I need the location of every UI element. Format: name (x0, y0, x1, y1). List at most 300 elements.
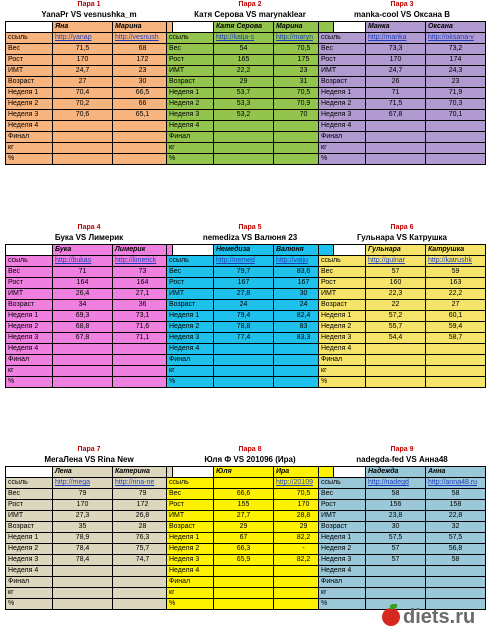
value-cell-1: 27,3 (53, 511, 113, 522)
row-label: Финал (6, 132, 53, 143)
table-row (319, 121, 486, 132)
value-cell-2: 30 (113, 77, 173, 88)
row-label: Рост (6, 500, 53, 511)
value-cell-1: 170 (366, 55, 426, 66)
row-label: Неделя 4 (167, 566, 214, 577)
row-label: Финал (319, 577, 366, 588)
value-cell-1 (53, 154, 113, 165)
profile-link-1[interactable]: http://katja-s (214, 33, 274, 44)
table-row (167, 566, 334, 577)
table-row (319, 154, 486, 165)
value-cell-2: 82,4 (274, 311, 334, 322)
value-cell-2: 172 (113, 500, 173, 511)
row-label: Возраст (6, 77, 53, 88)
table-row (6, 333, 173, 344)
profile-link-2[interactable]: http://maryn (274, 33, 334, 44)
header-row (319, 22, 486, 33)
profile-link-1[interactable]: http://mega (53, 478, 113, 489)
value-cell-1 (53, 577, 113, 588)
table-row (6, 544, 173, 555)
table-row (167, 522, 334, 533)
value-cell-1: 78,4 (53, 544, 113, 555)
profile-link-2[interactable]: http://limerick (113, 256, 173, 267)
table-row (319, 489, 486, 500)
value-cell-2: 73,2 (426, 44, 486, 55)
value-cell-1: 53,2 (214, 110, 274, 121)
table-row (319, 311, 486, 322)
value-cell-2: 58 (426, 489, 486, 500)
table-row (319, 511, 486, 522)
value-cell-2: 71,9 (426, 88, 486, 99)
value-cell-2: 58,7 (426, 333, 486, 344)
value-cell-1 (214, 121, 274, 132)
profile-link-2[interactable]: http://vesnush (113, 33, 173, 44)
table-row (319, 478, 486, 489)
value-cell-1 (53, 377, 113, 388)
row-label: Неделя 2 (319, 544, 366, 555)
row-label: Вес (319, 489, 366, 500)
value-cell-2: 70,5 (274, 88, 334, 99)
value-cell-2: 68 (113, 44, 173, 55)
value-cell-2 (113, 366, 173, 377)
corner-cell (167, 245, 214, 256)
logo-text: diets.ru (403, 605, 476, 628)
value-cell-1: 67,8 (53, 333, 113, 344)
table-row (6, 599, 173, 610)
table-row (167, 577, 334, 588)
pair-block (318, 223, 486, 388)
profile-link-2[interactable]: http://valju (274, 256, 334, 267)
value-cell-1 (214, 599, 274, 610)
value-cell-1: 54 (214, 44, 274, 55)
value-cell-2: - (274, 544, 334, 555)
pair-block (5, 0, 173, 165)
value-cell-1 (53, 121, 113, 132)
value-cell-1: 24 (214, 300, 274, 311)
table-row (6, 143, 173, 154)
row-label: ИМТ (319, 66, 366, 77)
participant-1-name: Яна (53, 22, 113, 33)
table-row (167, 478, 334, 489)
row-label: кг (319, 366, 366, 377)
pair-table (318, 21, 486, 165)
value-cell-1: 66,6 (214, 489, 274, 500)
row-label: % (319, 154, 366, 165)
row-label: % (319, 599, 366, 610)
apple-icon (382, 608, 400, 626)
table-row (319, 544, 486, 555)
row-label: % (6, 377, 53, 388)
value-cell-1: 26 (366, 77, 426, 88)
pair-block (166, 223, 334, 388)
row-label: ссыль (6, 478, 53, 489)
row-label: ссыль (167, 33, 214, 44)
value-cell-1: 26,4 (53, 289, 113, 300)
value-cell-1: 170 (53, 55, 113, 66)
value-cell-2: 27,1 (113, 289, 173, 300)
value-cell-2: 73,1 (113, 311, 173, 322)
row-label: Вес (167, 489, 214, 500)
profile-link-2[interactable]: http://rina-ne (113, 478, 173, 489)
table-row (167, 110, 334, 121)
value-cell-1 (366, 366, 426, 377)
table-row (6, 377, 173, 388)
row-label: Вес (6, 44, 53, 55)
pair-number: Пара 6 (390, 224, 414, 231)
value-cell-2 (426, 154, 486, 165)
row-label: Неделя 4 (319, 566, 366, 577)
row-label: Возраст (319, 300, 366, 311)
value-cell-2: 27 (426, 300, 486, 311)
table-row (6, 66, 173, 77)
value-cell-1: 79 (53, 489, 113, 500)
value-cell-1 (214, 355, 274, 366)
table-row (319, 322, 486, 333)
value-cell-2: 57,5 (426, 533, 486, 544)
row-label: Неделя 2 (319, 322, 366, 333)
table-row (167, 500, 334, 511)
participant-1-name: Лена (53, 467, 113, 478)
row-label: Финал (167, 355, 214, 366)
profile-link-2[interactable]: http://katrushk (426, 256, 486, 267)
row-label: Финал (167, 132, 214, 143)
row-label: Неделя 4 (6, 566, 53, 577)
pair-number: Пара 9 (390, 446, 414, 453)
value-cell-2: 28 (113, 522, 173, 533)
value-cell-1: 22,3 (366, 289, 426, 300)
value-cell-2: 158 (426, 500, 486, 511)
table-row (167, 66, 334, 77)
value-cell-2 (113, 566, 173, 577)
row-label: Финал (319, 355, 366, 366)
table-row (6, 489, 173, 500)
participant-1-name: Немедиза (214, 245, 274, 256)
table-row (167, 511, 334, 522)
row-label: Неделя 1 (167, 311, 214, 322)
row-label: ссыль (167, 256, 214, 267)
row-label: ссыль (319, 478, 366, 489)
value-cell-1 (214, 588, 274, 599)
value-cell-2: 65,1 (113, 110, 173, 121)
value-cell-1: 22,2 (214, 66, 274, 77)
value-cell-2: 32 (426, 522, 486, 533)
profile-link-1[interactable]: http://gulnar (366, 256, 426, 267)
table-row (6, 566, 173, 577)
value-cell-1 (53, 366, 113, 377)
header-row (319, 467, 486, 478)
pair-title: manka-cool VS Оксана В (354, 10, 450, 19)
value-cell-1: 78,4 (53, 555, 113, 566)
value-cell-1 (366, 588, 426, 599)
table-row (167, 256, 334, 267)
value-cell-2 (113, 121, 173, 132)
row-label: Неделя 2 (6, 322, 53, 333)
table-row (319, 99, 486, 110)
row-label: Рост (319, 278, 366, 289)
value-cell-2: 66,5 (113, 88, 173, 99)
row-label: ИМТ (6, 511, 53, 522)
value-cell-2: 22,8 (426, 511, 486, 522)
value-cell-1 (53, 566, 113, 577)
table-row (319, 533, 486, 544)
profile-link-2[interactable]: http://oksana-v (426, 33, 486, 44)
value-cell-2 (426, 143, 486, 154)
table-row (6, 322, 173, 333)
value-cell-1: 57,5 (366, 533, 426, 544)
value-cell-2: 170 (274, 500, 334, 511)
pair-table (5, 466, 173, 610)
table-row (319, 355, 486, 366)
pair-table (166, 244, 334, 388)
row-label: Неделя 1 (167, 533, 214, 544)
row-label: Неделя 3 (319, 555, 366, 566)
value-cell-1: 78,9 (53, 533, 113, 544)
participant-1-name: Надежда (366, 467, 426, 478)
value-cell-1: 70,6 (53, 110, 113, 121)
table-row (6, 344, 173, 355)
corner-cell (167, 467, 214, 478)
value-cell-1 (53, 143, 113, 154)
value-cell-1 (366, 154, 426, 165)
value-cell-1: 29 (214, 522, 274, 533)
value-cell-1 (214, 154, 274, 165)
value-cell-1: 57 (366, 544, 426, 555)
value-cell-2: 60,1 (426, 311, 486, 322)
pair-title: Катя Серова VS marynaklear (194, 10, 306, 19)
row-label: Неделя 1 (6, 88, 53, 99)
table-row (6, 478, 173, 489)
table-row (6, 533, 173, 544)
table-row (167, 143, 334, 154)
table-row (6, 577, 173, 588)
header-row (167, 245, 334, 256)
header-row (167, 467, 334, 478)
value-cell-1: 73,3 (366, 44, 426, 55)
row-label: Возраст (167, 77, 214, 88)
profile-link-2[interactable]: http://20109 (274, 478, 334, 489)
value-cell-2: 59,4 (426, 322, 486, 333)
pair-title: YanaPr VS vesnushka_m (41, 10, 137, 19)
value-cell-2: 70,1 (426, 110, 486, 121)
value-cell-1 (366, 566, 426, 577)
row-label: % (319, 377, 366, 388)
pair-table (166, 466, 334, 610)
pair-block (166, 445, 334, 610)
pair-title: nadegda-fed VS Анна48 (356, 455, 448, 464)
value-cell-1 (214, 344, 274, 355)
table-row (319, 77, 486, 88)
value-cell-1: 79,7 (214, 267, 274, 278)
value-cell-1 (53, 599, 113, 610)
row-label: Возраст (6, 522, 53, 533)
table-row (6, 110, 173, 121)
value-cell-2: 164 (113, 278, 173, 289)
value-cell-2: 167 (274, 278, 334, 289)
table-row (6, 256, 173, 267)
profile-link-1[interactable]: http://nemed (214, 256, 274, 267)
participant-1-name: Юля (214, 467, 274, 478)
value-cell-1 (214, 577, 274, 588)
pair-table (166, 21, 334, 165)
row-label: Вес (167, 267, 214, 278)
value-cell-1: 71,5 (366, 99, 426, 110)
table-row (6, 55, 173, 66)
table-row (167, 333, 334, 344)
table-row (319, 110, 486, 121)
value-cell-1 (53, 355, 113, 366)
table-row (319, 88, 486, 99)
pair-number: Пара 8 (238, 446, 262, 453)
row-label: Неделя 3 (6, 110, 53, 121)
value-cell-1: 67 (214, 533, 274, 544)
participant-2-name: Марина (113, 22, 173, 33)
value-cell-1: 66,3 (214, 544, 274, 555)
value-cell-1 (366, 132, 426, 143)
row-label: Вес (319, 267, 366, 278)
table-row (6, 355, 173, 366)
profile-link-1[interactable]: http://yanap (53, 33, 113, 44)
row-label: Неделя 3 (319, 110, 366, 121)
table-row (6, 88, 173, 99)
row-label: Рост (167, 500, 214, 511)
row-label: кг (6, 143, 53, 154)
row-label: Неделя 3 (319, 333, 366, 344)
row-label: Неделя 2 (6, 99, 53, 110)
table-row (167, 33, 334, 44)
value-cell-2: 23 (113, 66, 173, 77)
value-cell-2: 59 (426, 267, 486, 278)
table-row (319, 588, 486, 599)
pair-table (5, 244, 173, 388)
value-cell-2: 24 (274, 300, 334, 311)
value-cell-2: 163 (426, 278, 486, 289)
table-row (167, 154, 334, 165)
value-cell-2: 75,7 (113, 544, 173, 555)
row-label: Рост (319, 500, 366, 511)
table-row (167, 44, 334, 55)
value-cell-2 (113, 377, 173, 388)
pair-block (318, 445, 486, 610)
row-label: ИМТ (319, 511, 366, 522)
row-label: Вес (6, 267, 53, 278)
profile-link-1[interactable] (214, 478, 274, 489)
table-row (6, 278, 173, 289)
profile-link-2[interactable]: http://anna48.ru (426, 478, 486, 489)
pair-table (318, 466, 486, 610)
table-row (319, 33, 486, 44)
pair-block (5, 445, 173, 610)
table-row (167, 322, 334, 333)
value-cell-1: 35 (53, 522, 113, 533)
table-row (6, 154, 173, 165)
participant-2-name: Валюня (274, 245, 334, 256)
row-label: Неделя 2 (167, 99, 214, 110)
row-label: Возраст (319, 77, 366, 88)
value-cell-1: 70,4 (53, 88, 113, 99)
row-label: Неделя 3 (167, 555, 214, 566)
table-row (167, 88, 334, 99)
table-row (319, 500, 486, 511)
row-label: Неделя 4 (6, 121, 53, 132)
value-cell-2: 70,9 (274, 99, 334, 110)
value-cell-1 (366, 143, 426, 154)
value-cell-2 (426, 566, 486, 577)
row-label: Рост (6, 278, 53, 289)
table-row (6, 555, 173, 566)
corner-cell (319, 22, 366, 33)
participant-2-name: Марина (274, 22, 334, 33)
value-cell-1 (366, 377, 426, 388)
profile-link-1[interactable]: http://manka (366, 33, 426, 44)
profile-link-1[interactable]: http://bukas (53, 256, 113, 267)
value-cell-1: 71 (53, 267, 113, 278)
value-cell-2: 30 (274, 289, 334, 300)
value-cell-2 (113, 577, 173, 588)
row-label: Неделя 1 (319, 311, 366, 322)
value-cell-1: 27,7 (214, 511, 274, 522)
row-label: Рост (6, 55, 53, 66)
row-label: % (6, 154, 53, 165)
table-row (167, 77, 334, 88)
value-cell-1 (214, 377, 274, 388)
value-cell-1: 78,8 (214, 322, 274, 333)
row-label: ИМТ (167, 289, 214, 300)
profile-link-1[interactable]: http://nadegd (366, 478, 426, 489)
value-cell-1: 164 (53, 278, 113, 289)
participant-2-name: Анна (426, 467, 486, 478)
participant-2-name: Оксана (426, 22, 486, 33)
value-cell-1: 57,2 (366, 311, 426, 322)
value-cell-2: 56,8 (426, 544, 486, 555)
pair-number: Пара 2 (238, 1, 262, 8)
row-label: Неделя 1 (167, 88, 214, 99)
value-cell-2 (426, 577, 486, 588)
participant-2-name: Ира (274, 467, 334, 478)
row-label: кг (6, 366, 53, 377)
value-cell-2 (113, 355, 173, 366)
participant-1-name: Манка (366, 22, 426, 33)
value-cell-2 (426, 121, 486, 132)
table-row (6, 267, 173, 278)
value-cell-2: 73 (113, 267, 173, 278)
participant-1-name: Бука (53, 245, 113, 256)
value-cell-2: 58 (426, 555, 486, 566)
row-label: Неделя 4 (319, 121, 366, 132)
value-cell-2: 82,2 (274, 533, 334, 544)
value-cell-1: 160 (366, 278, 426, 289)
value-cell-1: 54,4 (366, 333, 426, 344)
row-label: ссыль (319, 256, 366, 267)
value-cell-1: 165 (214, 55, 274, 66)
value-cell-2: 175 (274, 55, 334, 66)
value-cell-2: 22,2 (426, 289, 486, 300)
row-label: Неделя 3 (167, 333, 214, 344)
table-row (167, 267, 334, 278)
value-cell-2: 23 (426, 77, 486, 88)
table-row (167, 300, 334, 311)
table-row (319, 143, 486, 154)
table-row (319, 256, 486, 267)
value-cell-1: 34 (53, 300, 113, 311)
table-row (6, 511, 173, 522)
pair-title: Гульнара VS Катрушка (356, 233, 447, 242)
table-row (6, 588, 173, 599)
table-row (6, 44, 173, 55)
row-label: ссыль (6, 33, 53, 44)
row-label: Финал (6, 355, 53, 366)
row-label: Неделя 2 (6, 544, 53, 555)
row-label: Неделя 1 (6, 533, 53, 544)
